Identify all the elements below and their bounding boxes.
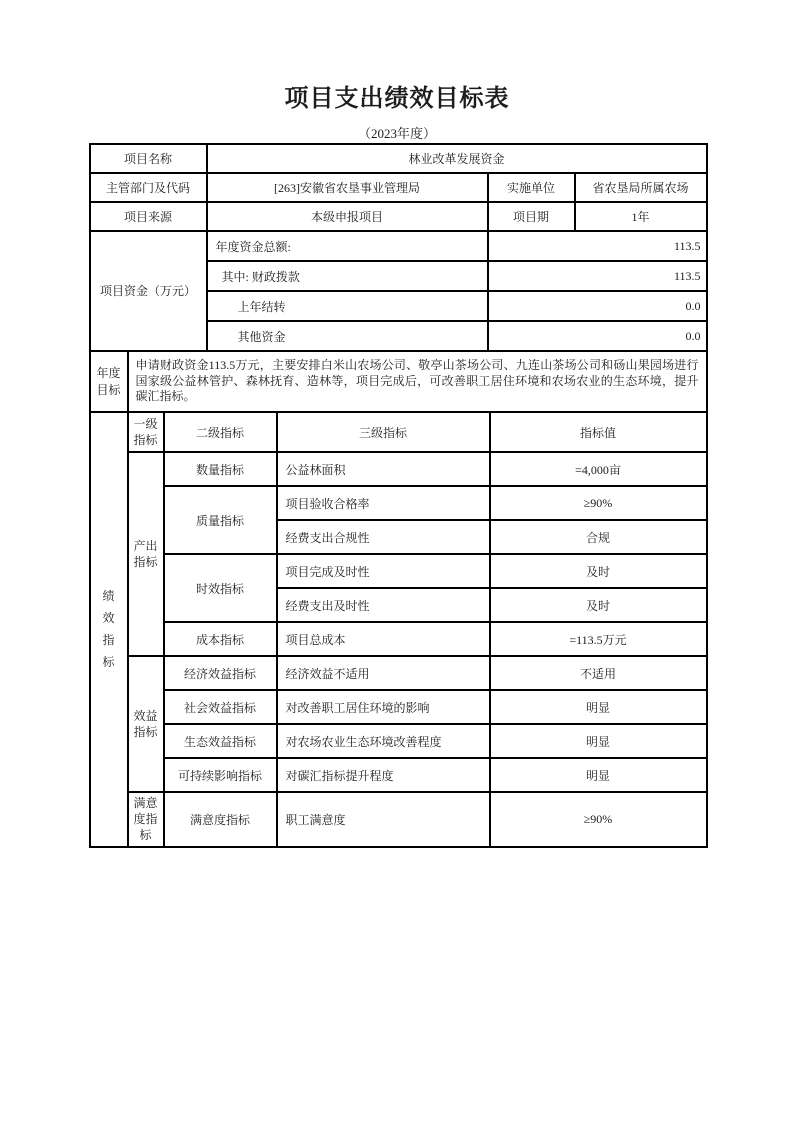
indicator-l2: 时效指标 bbox=[164, 554, 277, 622]
funding-row-name: 上年结转 bbox=[207, 291, 488, 321]
header-level1: 一级指标 bbox=[128, 412, 164, 452]
tables-container bbox=[89, 143, 706, 848]
table-row bbox=[90, 144, 707, 173]
table-row bbox=[90, 758, 707, 792]
indicator-l2: 成本指标 bbox=[164, 622, 277, 656]
indicator-l2: 满意度指标 bbox=[164, 792, 277, 847]
indicator-l2: 质量指标 bbox=[164, 486, 277, 554]
project-name-label: 项目名称 bbox=[90, 144, 207, 173]
indicator-l3: 职工满意度 bbox=[277, 792, 490, 847]
table-row bbox=[90, 202, 707, 231]
impl-unit-value: 省农垦局所属农场 bbox=[575, 173, 707, 202]
page-subtitle: （2023年度） bbox=[357, 126, 436, 141]
table-row bbox=[90, 554, 707, 588]
funding-row-name: 年度资金总额: bbox=[207, 231, 488, 261]
indicator-l3: 对改善职工居住环境的影响 bbox=[277, 690, 490, 724]
period-value: 1年 bbox=[575, 202, 707, 231]
table-row bbox=[90, 452, 707, 486]
project-name-value: 林业改革发展资金 bbox=[207, 144, 707, 173]
table-row bbox=[90, 622, 707, 656]
dept-label: 主管部门及代码 bbox=[90, 173, 207, 202]
table-row bbox=[90, 486, 707, 520]
indicators-section-label: 绩效指标 bbox=[90, 412, 128, 847]
funding-row-name: 其中: 财政拨款 bbox=[207, 261, 488, 291]
funding-row-name: 其他资金 bbox=[207, 321, 488, 351]
funding-row-value: 0.0 bbox=[488, 291, 707, 321]
header-value: 指标值 bbox=[490, 412, 707, 452]
annual-goal-text: 申请财政资金113.5万元，主要安排白米山农场公司、敬亭山茶场公司、九连山茶场公司和砀山果园场进行国家级公益林管护、森林抚育、造林等，项目完成后，可改善职工居住环境和农场农业的生态环境，提升碳汇指标。 bbox=[128, 351, 707, 412]
indicator-l2: 经济效益指标 bbox=[164, 656, 277, 690]
impl-unit-label: 实施单位 bbox=[488, 173, 575, 202]
indicator-value: ≥90% bbox=[490, 792, 707, 847]
table-row bbox=[90, 724, 707, 758]
funding-section-label: 项目资金（万元） bbox=[90, 231, 207, 351]
table-row bbox=[90, 351, 707, 412]
indicator-value: 明显 bbox=[490, 724, 707, 758]
indicator-l3: 项目总成本 bbox=[277, 622, 490, 656]
annual-goal-table bbox=[89, 350, 708, 413]
source-label: 项目来源 bbox=[90, 202, 207, 231]
source-value: 本级申报项目 bbox=[207, 202, 488, 231]
indicator-value: 及时 bbox=[490, 588, 707, 622]
indicator-l3: 经济效益不适用 bbox=[277, 656, 490, 690]
group-label-satisfaction: 满意度指标 bbox=[128, 792, 164, 847]
indicator-l3: 经费支出及时性 bbox=[277, 588, 490, 622]
indicators-table bbox=[89, 411, 708, 848]
dept-value: [263]安徽省农垦事业管理局 bbox=[207, 173, 488, 202]
indicator-value: 明显 bbox=[490, 690, 707, 724]
group-label-output: 产出指标 bbox=[128, 452, 164, 656]
annual-goal-label: 年度目标 bbox=[90, 351, 128, 412]
table-row bbox=[90, 173, 707, 202]
funding-row-value: 113.5 bbox=[488, 261, 707, 291]
indicator-l2: 数量指标 bbox=[164, 452, 277, 486]
header-level2: 二级指标 bbox=[164, 412, 277, 452]
indicator-l3: 对农场农业生态环境改善程度 bbox=[277, 724, 490, 758]
indicators-header-row bbox=[90, 412, 707, 452]
funding-row-value: 113.5 bbox=[488, 231, 707, 261]
period-label: 项目期 bbox=[488, 202, 575, 231]
indicator-l2: 可持续影响指标 bbox=[164, 758, 277, 792]
table-row bbox=[90, 656, 707, 690]
table-row bbox=[90, 690, 707, 724]
indicator-value: 合规 bbox=[490, 520, 707, 554]
funding-row-value: 0.0 bbox=[488, 321, 707, 351]
indicator-l3: 经费支出合规性 bbox=[277, 520, 490, 554]
indicator-l2: 生态效益指标 bbox=[164, 724, 277, 758]
header-level3: 三级指标 bbox=[277, 412, 490, 452]
indicator-value: ≥90% bbox=[490, 486, 707, 520]
info-table bbox=[89, 143, 708, 352]
page-title: 项目支出绩效目标表 bbox=[284, 86, 510, 112]
indicator-value: 及时 bbox=[490, 554, 707, 588]
indicator-value: =113.5万元 bbox=[490, 622, 707, 656]
indicator-l2: 社会效益指标 bbox=[164, 690, 277, 724]
indicator-value: =4,000亩 bbox=[490, 452, 707, 486]
group-label-benefit: 效益指标 bbox=[128, 656, 164, 792]
indicator-l3: 项目验收合格率 bbox=[277, 486, 490, 520]
indicator-l3: 公益林面积 bbox=[277, 452, 490, 486]
table-row bbox=[90, 231, 707, 261]
table-row bbox=[90, 792, 707, 847]
indicator-value: 明显 bbox=[490, 758, 707, 792]
indicator-value: 不适用 bbox=[490, 656, 707, 690]
indicator-l3: 对碳汇指标提升程度 bbox=[277, 758, 490, 792]
indicator-l3: 项目完成及时性 bbox=[277, 554, 490, 588]
